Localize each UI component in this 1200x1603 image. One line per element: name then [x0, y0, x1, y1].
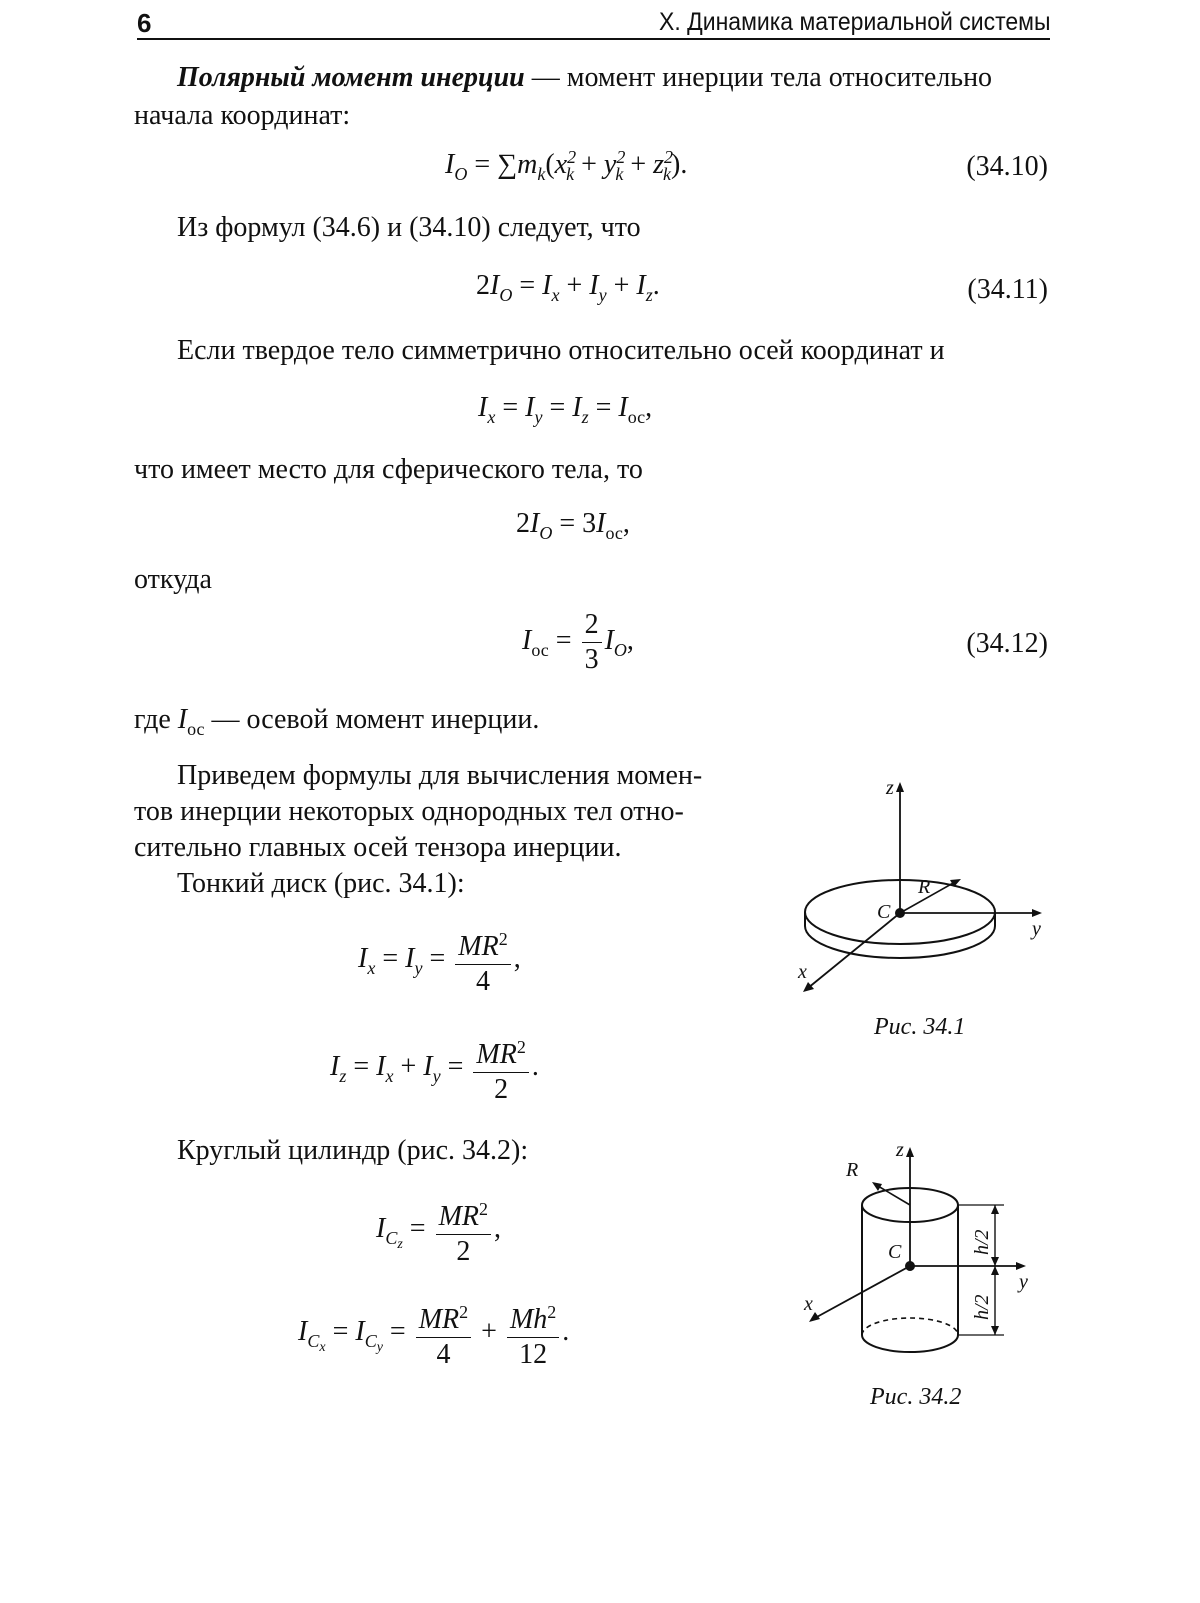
equation-number-34-10: (34.10) — [966, 151, 1048, 182]
paragraph-polar-moment — [177, 60, 992, 96]
paragraph-thin-disk: Тонкий диск (рис. 34.1): — [177, 868, 465, 899]
equation-disk-iz: $I_z = I_x + I_y$ = $\frac{MR^2}{2}$ . — [330, 1030, 539, 1107]
chapter-title: X. Динамика материальной системы — [658, 8, 1050, 36]
fig1-label-x: x — [798, 961, 807, 983]
equation-axial-equality: $I_x = I_y = I_z = I_{ос}$, — [478, 392, 653, 427]
paragraph-whence: откуда — [134, 564, 212, 595]
equation-disk-ix-iy: $I_x = I_y$ = $\frac{MR^2}{4}$ , — [358, 922, 521, 999]
figure-caption-34-2: Рис. 34.2 — [870, 1384, 962, 1410]
term-polar-moment: Полярный момент инерции — [177, 62, 525, 93]
equation-34-11: $2I_O = I_x + I_y + I_z$. — [476, 270, 660, 305]
fig2-label-y: y — [1019, 1271, 1028, 1293]
fig2-label-C: C — [888, 1241, 902, 1263]
fig1-label-R: R — [918, 876, 931, 898]
fig1-label-C: C — [877, 901, 891, 923]
header-rule — [137, 38, 1050, 40]
equation-polar-axial: $2I_O = 3I_{ос}$, — [516, 508, 630, 543]
paragraph-polar-moment-line2: начала координат: — [134, 100, 351, 131]
figure-thin-disk — [790, 770, 1060, 1010]
paragraph-formulas-intro-line3: сительно главных осей тензора инерции. — [134, 832, 622, 863]
fig2-label-h-top: h/2 — [971, 1229, 993, 1255]
paragraph-round-cylinder: Круглый цилиндр (рис. 34.2): — [177, 1135, 529, 1166]
equation-number-34-11: (34.11) — [967, 274, 1048, 305]
equation-34-12: $I_{ос}$ = $\frac{2}{3}$ $I_O$, — [522, 609, 634, 675]
equation-cylinder-icz: $I_{C_z}$ = $\frac{MR^2}{2}$ , — [376, 1192, 501, 1269]
fig1-label-z: z — [886, 777, 894, 799]
where-prefix: где — [134, 704, 178, 735]
fig2-label-x: x — [804, 1293, 813, 1315]
paragraph-from-formulas: Из формул (34.6) и (34.10) следует, что — [177, 212, 641, 243]
paragraph-where-axial: где $I_{ос}$ — осевой момент инерции. — [134, 704, 540, 739]
paragraph-formulas-intro-line1: Приведем формулы для вычисления момен- — [177, 760, 703, 791]
page-number: 6 — [137, 8, 152, 38]
figure-cylinder — [790, 1130, 1060, 1375]
paragraph-spherical-body: что имеет место для сферического тела, то — [134, 454, 643, 485]
equation-34-10: $I_O = \sum m_k(x^2_k + y^2_k + z^2_k)$. — [445, 147, 688, 184]
equation-number-34-12: (34.12) — [966, 628, 1048, 659]
fig2-label-R: R — [846, 1159, 859, 1181]
fig2-label-z: z — [896, 1139, 904, 1161]
paragraph-formulas-intro-line2: тов инерции некоторых однородных тел отно- — [134, 796, 684, 827]
equation-cylinder-icx-icy: $I_{C_x} = I_{C_y}$ = $\frac{MR^2}{4}$ + $\frac{Mh^2}{12}$ . — [298, 1295, 569, 1372]
fig2-label-h-bottom: h/2 — [971, 1294, 993, 1320]
fig1-label-y: y — [1032, 918, 1041, 940]
paragraph-polar-moment-rest: — момент инерции тела относительно — [524, 62, 993, 93]
paragraph-symmetric-body: Если твердое тело симметрично относительно осей координат и — [177, 335, 945, 366]
figure-caption-34-1: Рис. 34.1 — [874, 1014, 966, 1040]
where-suffix: — осевой момент инерции. — [204, 704, 540, 735]
